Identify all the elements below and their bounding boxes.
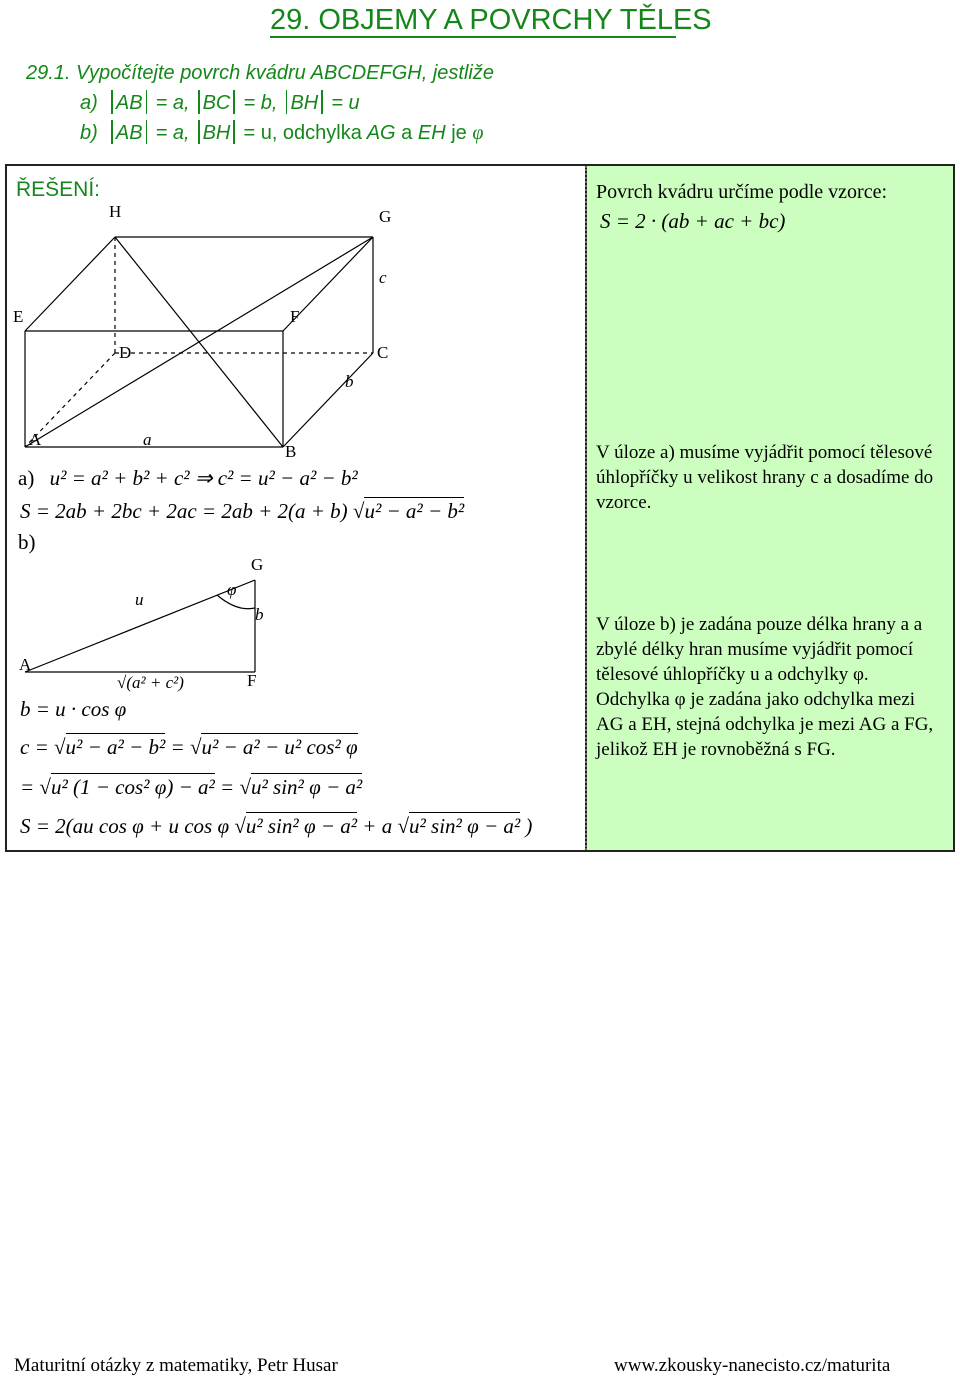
part-b-eq4-mid: + a bbox=[362, 814, 393, 838]
triangle-diagram bbox=[5, 550, 335, 695]
vertex-f: F bbox=[290, 307, 300, 326]
part-b-eq4-end: ) bbox=[525, 814, 533, 838]
task-a-eq3: = u bbox=[331, 92, 360, 114]
edge-b: b bbox=[345, 372, 354, 391]
formula-intro: Povrch kvádru určíme podle vzorce: bbox=[596, 181, 888, 203]
task-b-ag: AG bbox=[366, 122, 396, 144]
segment-bh: BH bbox=[290, 92, 319, 114]
part-b-eq4-left: S = 2(au cos φ + u cos φ bbox=[20, 814, 230, 838]
title-underline bbox=[270, 36, 676, 38]
vertex-h: H bbox=[109, 202, 122, 221]
page-title: 29. OBJEMY A POVRCHY TĚLES bbox=[270, 4, 712, 36]
part-a-eq2: S = 2ab + 2bc + 2ac = 2ab + 2(a + b) √u² − a² − b² bbox=[20, 499, 465, 523]
tri-side-diag: √(a² + c²) bbox=[117, 673, 184, 692]
part-b-eq2-rad1: u² − a² − b² bbox=[65, 735, 166, 759]
part-b-label: b) bbox=[18, 530, 36, 554]
task-number: 29.1. bbox=[26, 62, 71, 84]
part-b-eq3-rad2: u² sin² φ − a² bbox=[250, 775, 363, 799]
task-a-prefix: a) bbox=[80, 92, 98, 114]
task-statement bbox=[26, 62, 494, 85]
part-b-eq3-mid: = bbox=[220, 775, 235, 799]
explanation-b: V úloze b) je zadána pouze délka hrany a a zbylé délky hran musíme vyjádřit pomocí tělesové úhlopříčky u a odchylky φ. Odchylka φ je zadána jako odchylka mezi AG a EH, stejná odchylka je mezi AG a FG, jelikož EH je rovnoběžná s FG. bbox=[596, 614, 934, 760]
task-part-a bbox=[80, 90, 360, 115]
part-a-label: a) bbox=[18, 466, 35, 490]
tri-vertex-a: A bbox=[19, 655, 32, 674]
vertex-b: B bbox=[285, 442, 297, 461]
vertex-g: G bbox=[379, 207, 392, 226]
part-a-eq1-text: u² = a² + b² + c² ⇒ c² = u² − a² − b² bbox=[49, 466, 358, 490]
explanation-a: V úloze a) musíme vyjádřit pomocí tělesové úhlopříčky u velikost hrany c a dosadíme do vzorce. bbox=[596, 442, 934, 513]
footer-left: Maturitní otázky z matematiky, Petr Husar bbox=[14, 1355, 338, 1376]
vertex-c: C bbox=[377, 343, 389, 362]
tri-side-b: b bbox=[255, 605, 264, 624]
surface-formula: S = 2 · (ab + ac + bc) bbox=[600, 209, 786, 233]
part-b-eq3-left: = bbox=[20, 775, 35, 799]
vertex-d: D bbox=[119, 343, 132, 362]
task-a-eq2: = b, bbox=[243, 92, 278, 114]
task-b-a: a bbox=[401, 122, 413, 144]
part-b-eq4-rad2: u² sin² φ − a² bbox=[408, 814, 521, 838]
cuboid-diagram bbox=[5, 195, 585, 465]
segment-bh-b: BH bbox=[202, 122, 231, 144]
part-b-eq1: b = u · cos φ bbox=[20, 697, 127, 721]
part-b-eq3: = √u² (1 − cos² φ) − a² = √u² sin² φ − a² bbox=[20, 775, 363, 799]
vertex-e: E bbox=[13, 307, 24, 326]
panel-divider bbox=[585, 166, 587, 850]
tri-angle-phi: φ bbox=[227, 580, 237, 599]
part-b-eq4-rad1: u² sin² φ − a² bbox=[245, 814, 358, 838]
part-a-eq1 bbox=[18, 466, 358, 491]
task-b-eq1: = a, bbox=[155, 122, 190, 144]
task-a-eq1: = a, bbox=[155, 92, 190, 114]
task-b-eh: EH bbox=[417, 122, 446, 144]
segment-bc: BC bbox=[202, 92, 231, 114]
part-a-eq2-left: S = 2ab + 2bc + 2ac = 2ab + 2(a + b) bbox=[20, 499, 348, 523]
vertex-a: A bbox=[29, 430, 42, 449]
edge-a: a bbox=[143, 430, 152, 449]
task-b-je: je bbox=[451, 122, 467, 144]
task-text: Vypočítejte povrch kvádru ABCDEFGH, jestliže bbox=[76, 62, 494, 84]
part-b-eq4: S = 2(au cos φ + u cos φ √u² sin² φ − a² + a √u² sin² φ − a² ) bbox=[20, 814, 533, 838]
tri-vertex-f: F bbox=[247, 671, 257, 690]
task-b-prefix: b) bbox=[80, 122, 98, 144]
tri-vertex-g: G bbox=[251, 555, 264, 574]
edge-c: c bbox=[379, 268, 387, 287]
part-b-eq2-mid: = bbox=[170, 735, 185, 759]
footer-right: www.zkousky-nanecisto.cz/maturita bbox=[614, 1355, 891, 1376]
task-b-rest: = u, odchylka bbox=[243, 122, 362, 144]
segment-ab: AB bbox=[115, 92, 143, 114]
part-b-eq2-rad2: u² − a² − u² cos² φ bbox=[201, 735, 358, 759]
part-a-eq2-radicand: u² − a² − b² bbox=[364, 499, 465, 523]
tri-side-u: u bbox=[135, 590, 144, 609]
solution-label: ŘEŠENÍ: bbox=[16, 178, 101, 201]
part-b-eq2-left: c = bbox=[20, 735, 49, 759]
task-part-b bbox=[80, 120, 483, 145]
task-b-phi: φ bbox=[472, 122, 484, 144]
part-b-eq3-rad1: u² (1 − cos² φ) − a² bbox=[50, 775, 215, 799]
part-b-eq2: c = √u² − a² − b² = √u² − a² − u² cos² φ bbox=[20, 735, 358, 759]
segment-ab-b: AB bbox=[115, 122, 143, 144]
